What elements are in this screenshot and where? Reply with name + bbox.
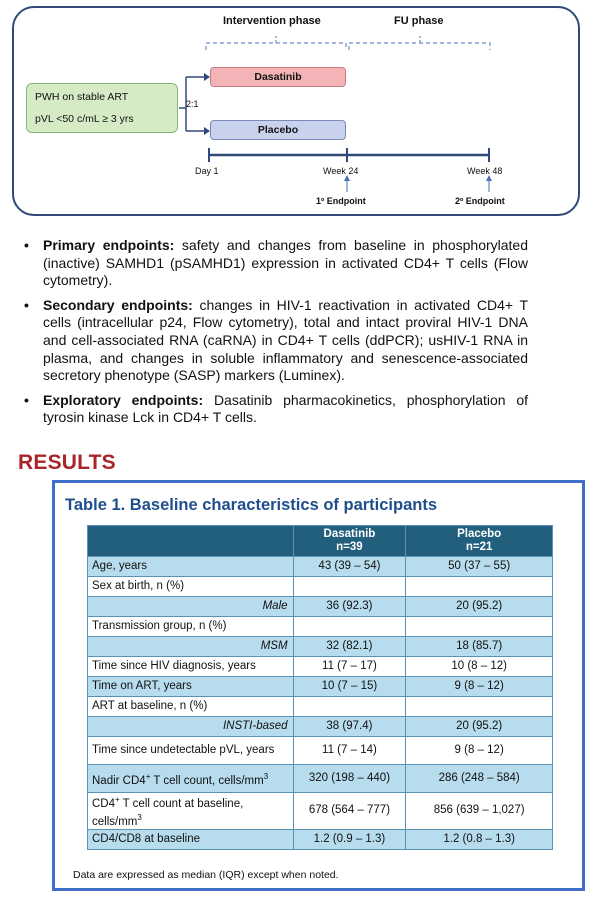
table-row	[88, 793, 553, 830]
row-label: ART at baseline, n (%)	[88, 697, 294, 717]
table-row	[88, 577, 553, 597]
table-footnote: Data are expressed as median (IQR) except when noted.	[73, 869, 339, 881]
row-label: Time on ART, years	[88, 677, 294, 697]
endpoints-list	[22, 237, 528, 434]
dasatinib-value: 38 (97.4)	[293, 717, 406, 737]
dasatinib-value	[293, 697, 406, 717]
header-label-cell	[88, 526, 294, 557]
table-row	[88, 657, 553, 677]
header-placebo: Placebo n=21	[406, 526, 553, 557]
randomization-ratio: 2:1	[186, 99, 199, 109]
week24-label: Week 24	[323, 166, 359, 176]
placebo-value: 9 (8 – 12)	[406, 677, 553, 697]
primary-endpoints-label: Primary endpoints:	[43, 237, 175, 253]
week48-label: Week 48	[467, 166, 503, 176]
row-label: Time since undetectable pVL, years	[88, 737, 294, 765]
placebo-value: 18 (85.7)	[406, 637, 553, 657]
secondary-endpoints-text: changes in HIV-1 reactivation in activated CD4+ T cells (intracellular p24, Flow cytometry), total and intact proviral HIV-1 DNA and cell-associated RNA (caRNA) in CD4+ T cells (ddPCR); usHIV-1 RNA in plasma, and changes in soluble inflammatory and senescence-associated secretory phenotype (SASP) markers (Luminex).	[43, 296, 529, 384]
table-row	[88, 697, 553, 717]
table-row	[88, 737, 553, 765]
dasatinib-value: 678 (564 – 777)	[293, 793, 406, 830]
table-row	[88, 597, 553, 617]
table-row	[88, 617, 553, 637]
row-label: Transmission group, n (%)	[88, 617, 294, 637]
fu-phase-label: FU phase	[394, 15, 444, 27]
population-line1: PWH on stable ART	[35, 91, 129, 103]
table-row	[88, 717, 553, 737]
placebo-arm-box: Placebo	[210, 120, 346, 140]
dasatinib-arm-box: Dasatinib	[210, 67, 346, 87]
dasatinib-value: 11 (7 – 17)	[293, 657, 406, 677]
intervention-phase-label: Intervention phase	[223, 15, 321, 27]
dasatinib-value: 32 (82.1)	[293, 637, 406, 657]
row-label: Age, years	[88, 557, 294, 577]
placebo-value: 10 (8 – 12)	[406, 657, 553, 677]
population-line2: pVL <50 c/mL ≥ 3 yrs	[35, 113, 134, 125]
table-panel	[52, 480, 585, 891]
table-row	[88, 677, 553, 697]
table-title: Table 1. Baseline characteristics of participants	[65, 496, 438, 514]
placebo-value: 856 (639 – 1,027)	[406, 793, 553, 830]
primary-endpoint-label: 1º Endpoint	[316, 196, 366, 206]
row-label: CD4+ T cell count at baseline, cells/$mm^3$	[88, 793, 294, 830]
dasatinib-value: 11 (7 – 14)	[293, 737, 406, 765]
row-label: Sex at birth, n (%)	[88, 577, 294, 597]
table-row	[88, 765, 553, 793]
secondary-endpoint-label: 2º Endpoint	[455, 196, 505, 206]
secondary-endpoints-label: Secondary endpoints:	[43, 296, 193, 313]
results-heading: RESULTS	[18, 451, 116, 474]
row-label: CD4/CD8 at baseline	[88, 829, 294, 849]
dasatinib-value: 43 (39 – 54)	[293, 557, 406, 577]
dasatinib-value: 320 (198 – 440)	[293, 765, 406, 793]
dasatinib-value	[293, 577, 406, 597]
intervention-bracket	[206, 43, 346, 50]
placebo-value: 9 (8 – 12)	[406, 737, 553, 765]
exploratory-endpoints-label: Exploratory endpoints:	[43, 391, 204, 408]
table-header-row	[88, 526, 553, 557]
placebo-value: 1.2 (0.8 – 1.3)	[406, 829, 553, 849]
placebo-value: 20 (95.2)	[406, 597, 553, 617]
row-label: Male	[88, 597, 294, 617]
placebo-value: 20 (95.2)	[406, 717, 553, 737]
exploratory-endpoints-item: • Exploratory endpoints: Dasatinib pharmacokinetics, phosphorylation of tyrosin kinase Lck in CD4+ T cells.	[24, 391, 529, 426]
exploratory-endpoints-text: Dasatinib pharmacokinetics, phosphorylation of tyrosin kinase Lck in CD4+ T cells.	[43, 391, 529, 426]
row-label: Time since HIV diagnosis, years	[88, 657, 294, 677]
row-label: INSTI-based	[88, 717, 294, 737]
dasatinib-value: 36 (92.3)	[293, 597, 406, 617]
secondary-endpoints-item: • Secondary endpoints: changes in HIV-1 reactivation in activated CD4+ T cells (intracellular p24, Flow cytometry), total and intact proviral HIV-1 DNA and cell-associated RNA (caRNA) in CD4+ T cells (ddPCR); usHIV-1 RNA in plasma, and changes in soluble inflammatory and senescence-associated secretory phenotype (SASP) markers (Luminex).	[24, 296, 529, 384]
dasatinib-value: 1.2 (0.9 – 1.3)	[293, 829, 406, 849]
fu-bracket	[349, 43, 490, 50]
table-row	[88, 829, 553, 849]
dasatinib-value	[293, 617, 406, 637]
placebo-value	[406, 617, 553, 637]
placebo-value	[406, 577, 553, 597]
placebo-value	[406, 697, 553, 717]
placebo-value: 286 (248 – 584)	[406, 765, 553, 793]
day1-label: Day 1	[195, 166, 219, 176]
placebo-value: 50 (37 – 55)	[406, 557, 553, 577]
header-dasatinib: Dasatinib n=39	[293, 526, 406, 557]
table-row	[88, 557, 553, 577]
population-box	[26, 83, 178, 133]
row-label: MSM	[88, 637, 294, 657]
primary-endpoints-item: • Primary endpoints: safety and changes from baseline in phosphorylated (inactive) SAMHD1 (pSAMHD1) expression in activated CD4+ T cells (Flow cytometry).	[24, 237, 528, 289]
dasatinib-value: 10 (7 – 15)	[293, 677, 406, 697]
primary-endpoints-text: safety and changes from baseline in phosphorylated (inactive) SAMHD1 (pSAMHD1) expression in activated CD4+ T cells (Flow cytometry).	[43, 237, 528, 289]
row-label: Nadir CD4+ T cell count, cells/$mm^3$	[88, 765, 294, 793]
baseline-table	[87, 525, 553, 850]
table-row	[88, 637, 553, 657]
